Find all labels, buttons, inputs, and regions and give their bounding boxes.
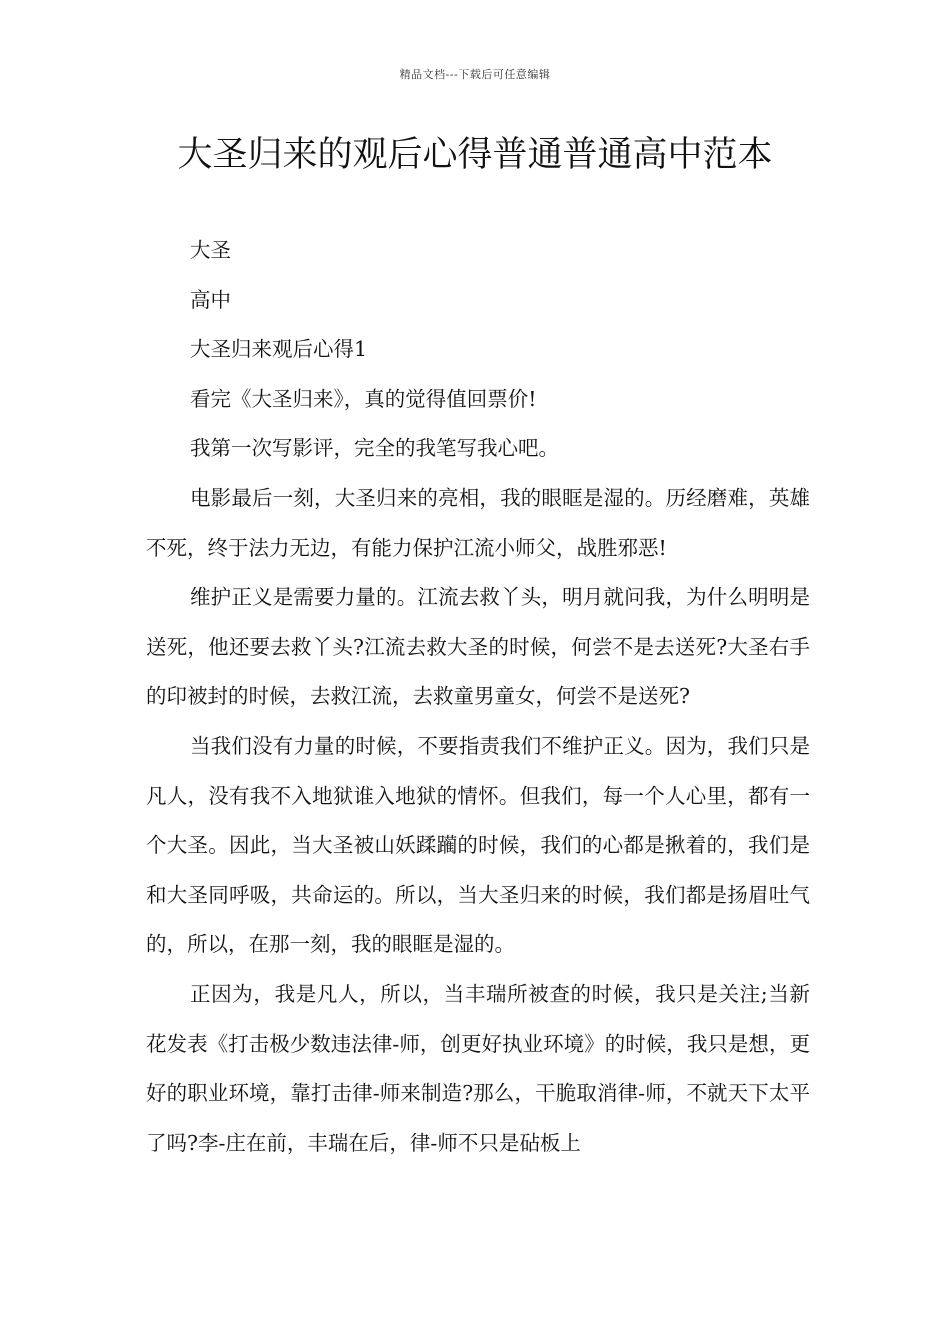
- paragraph: 我第一次写影评，完全的我笔写我心吧。: [190, 436, 559, 461]
- header-note: 精品文档---下载后可任意编辑: [399, 68, 551, 81]
- paragraph: 当我们没有力量的时候，不要指责我们不维护正义。因为，我们只是凡人，没有我不入地狱谁入地狱的情怀。但我们，每一个人心里，都有一个大圣。因此，当大圣被山妖蹂躏的时候，我们的心都是揪着的，我们是和大圣同呼吸，共命运的。所以，当大圣归来的时候，我们都是扬眉吐气的，所以，在那一刻，我的眼眶是湿的。: [146, 733, 810, 957]
- paragraph: 电影最后一刻，大圣归来的亮相，我的眼眶是湿的。历经磨难，英雄不死，终于法力无边，有能力保护江流小师父，战胜邪恶!: [146, 485, 810, 560]
- document-body: [146, 226, 810, 1168]
- paragraph: 正因为，我是凡人，所以，当丰瑞所被查的时候，我只是关注;当新花发表《打击极少数违法律-师，创更好执业环境》的时候，我只是想，更好的职业环境，靠打击律-师来制造?那么，干脆取消律-师，不就天下太平了吗?李-庄在前，丰瑞在后，律-师不只是砧板上: [146, 981, 810, 1155]
- paragraph: 看完《大圣归来》，真的觉得值回票价!: [190, 386, 537, 411]
- document-title: 大圣归来的观后心得普通普通高中范本: [177, 135, 773, 175]
- paragraph: 维护正义是需要力量的。江流去救丫头，明月就问我，为什么明明是送死，他还要去救丫头?江流去救大圣的时候，何尝不是去送死?大圣右手的印被封的时候，去救江流，去救童男童女，何尝不是送死?: [146, 585, 810, 709]
- paragraph: 大圣归来观后心得1: [190, 337, 368, 362]
- paragraph: 大圣: [190, 238, 231, 262]
- paragraph: 高中: [190, 287, 231, 312]
